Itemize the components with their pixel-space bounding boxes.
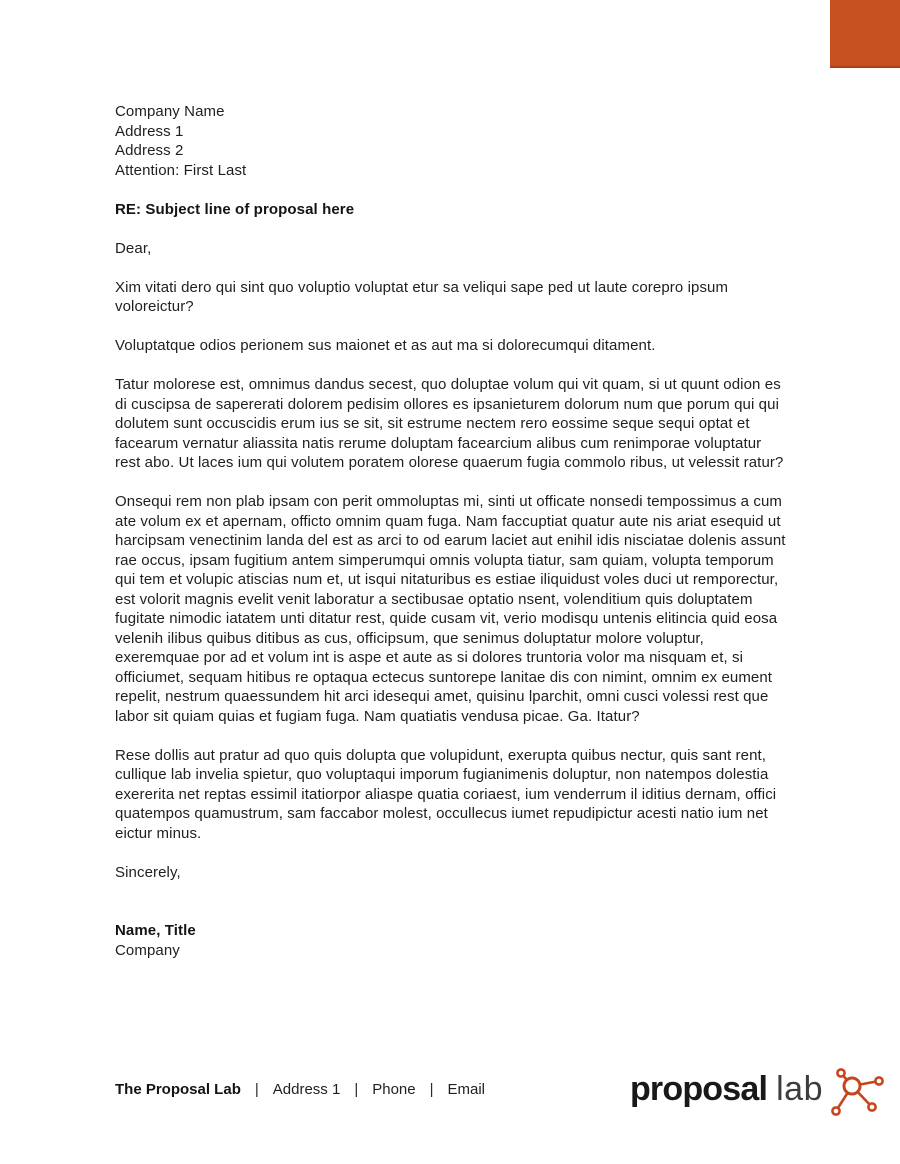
footer-company-name: The Proposal Lab (115, 1080, 241, 1098)
footer (115, 1060, 886, 1118)
paragraph-5: Rese dollis aut pratur ad quo quis dolupta que volupidunt, exerupta quibus nectur, quis sant rent, cullique lab invelia spietur, quo voluptaqui imporum fugianimenis doluptur, non natempos dolestia exererita net reptas essimil itatiorpor aliaspe quatia coriaest, ium venderrum il iditius dernam, offici quatempos quamustrum, sam faccabor molest, occullecus iumet repudipictur acesti natio ium net eictur minus. (115, 746, 777, 842)
recipient-address1: Address 1 (115, 122, 184, 140)
footer-separator: | (354, 1080, 359, 1098)
footer-phone: Phone (372, 1080, 416, 1098)
footer-separator: | (429, 1080, 434, 1098)
valediction: Sincerely, (115, 863, 181, 881)
footer-address: Address 1 (272, 1080, 341, 1098)
paragraph-1: Xim vitati dero qui sint quo voluptio voluptat etur sa veliqui sape ped ut laute corepro ipsum voloreictur? (115, 278, 729, 315)
corner-accent-block (830, 0, 900, 68)
paragraph-4: Onsequi rem non plab ipsam con perit ommoluptas mi, sinti ut officate nonsedi tempossimus a cum ate volum ex et apernam, officto omnim quam fuga. Nam faccuptiat quatur aute nis ariat esequid ut harcipsam venectinim landa del est as arci to od earum laciet aut enihil idis nisciatae dolenis assunt rae occus, ipsam fugitium antem simperumqui omnis volupta tiatur, sam quiam, volupta temporum qui tem et volupic atiscias num et, ut isqui nitaturibus es estiae iliquidust voles duci ut remporectur, est volorit magnis evelit venit laboratur a sectibusae optatio nsent, volenditium quis doluptatem fugitate nimodic iatatem unti ditatur rest, quide cusam vit, verio modisqu untenis elitincia quid eosa velenih ilibus quibus ditibus as cus, officipsum, que senimus doluptatur molore voluptur, exeremquae por ad et volum int is aspe et aute as si dolores truntoria volor ma nisquam et, si officiumet, sequam hitibus re optaqua ectecus suntorepe lanitae dis con nimint, omnim ex eument repelit, nestrum quaessundem hit arci idesequi amet, quisinu lparchit, omni cusci volessi rest que labor sit quiam quias et fugiam fuga. Nam quatiatis vendusa picae. Ga. Itatur? (115, 493, 786, 725)
recipient-block (115, 102, 789, 180)
footer-separator: | (254, 1080, 259, 1098)
recipient-attention: Attention: First Last (115, 161, 247, 179)
logo-word-proposal: proposal (629, 1069, 768, 1108)
logo-word-lab: lab (776, 1069, 823, 1108)
subject-line: RE: Subject line of proposal here (115, 200, 355, 218)
footer-email: Email (447, 1080, 486, 1098)
salutation: Dear, (115, 239, 152, 257)
paragraph-2: Voluptatque odios perionem sus maionet et as aut ma si dolorecumqui ditament. (115, 337, 656, 354)
letter-body (115, 102, 789, 960)
network-hub-icon (828, 1060, 886, 1118)
paragraph-3: Tatur molorese est, omnimus dandus secest, quo doluptae volum qui vit quam, si ut quunt odion es di cuscipsa de sapererati dolorem pedisim ollores es ipsanieturem dolorum num que porum qui qui dolutem sunt occuscidis erum ius se sit, sit estrume nectem rero eossime seque sequi optat et facearum vernatur aliassita natis rerume doluptam facearcium alibus cum renimporae voluptatur rest abo. Ut laces ium qui volutem poratem olorese quaerum fugia commolo ribus, ut velessit ratur? (115, 376, 784, 471)
signature-name-title: Name, Title (115, 922, 196, 939)
proposal-lab-logo (630, 1060, 886, 1118)
signature-company: Company (115, 941, 180, 959)
recipient-company: Company Name (115, 103, 225, 120)
recipient-address2: Address 2 (115, 142, 184, 159)
footer-contact-strip (115, 1081, 485, 1098)
